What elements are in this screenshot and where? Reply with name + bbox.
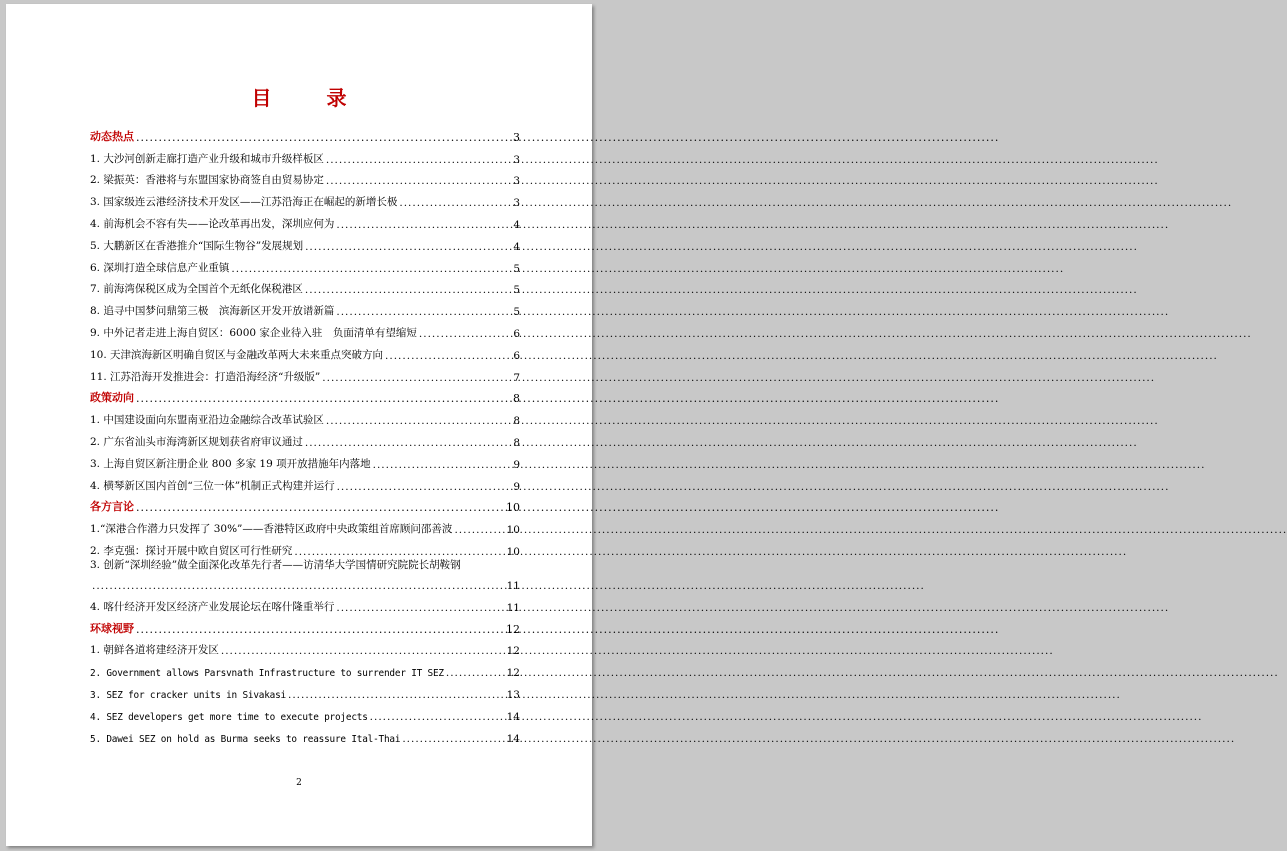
dot-leader bbox=[303, 241, 511, 253]
toc-entry-page-number: 5 bbox=[513, 284, 520, 297]
toc-entry-label: 9. 中外记者走进上海自贸区：6000 家企业待入驻 负面清单有望缩短 bbox=[90, 326, 417, 339]
toc-entry[interactable] bbox=[90, 362, 520, 384]
toc-entry-page-number: 14 bbox=[506, 732, 520, 745]
toc-entry-page-number: 3 bbox=[513, 153, 520, 166]
toc-entry-label: 4. SEZ developers get more time to execute projects bbox=[90, 711, 368, 723]
dot-leader bbox=[303, 284, 511, 296]
toc-entry[interactable] bbox=[90, 514, 520, 536]
toc-entry-page-number: 3 bbox=[513, 197, 520, 210]
toc-entry-label: 2. 广东省汕头市海湾新区规划获省府审议通过 bbox=[90, 435, 303, 448]
toc-entry-page-number: 8 bbox=[513, 415, 520, 428]
toc-section-heading-label: 各方言论 bbox=[90, 500, 134, 514]
toc-entry[interactable] bbox=[90, 449, 520, 471]
toc-entry-page-number: 3 bbox=[513, 175, 520, 188]
toc-entry-label: 10. 天津滨海新区明确自贸区与金融改革两大未来重点突破方向 bbox=[90, 348, 384, 361]
dot-leader bbox=[134, 501, 504, 514]
dot-leader bbox=[335, 481, 512, 493]
toc-entry[interactable] bbox=[90, 340, 520, 362]
toc-entry-continuation-page-number: 11 bbox=[506, 579, 520, 592]
dot-leader bbox=[417, 328, 511, 340]
dot-leader bbox=[397, 197, 511, 209]
toc-section-heading[interactable] bbox=[90, 493, 520, 515]
dot-leader bbox=[400, 733, 504, 745]
toc-entry-label: 4. 前海机会不容有失——论改革再出发，深圳应何为 bbox=[90, 217, 335, 230]
toc-entry-page-number: 5 bbox=[513, 306, 520, 319]
toc-section-heading[interactable] bbox=[90, 614, 520, 636]
toc-entry-page-number: 6 bbox=[513, 349, 520, 362]
toc-entry-continuation[interactable] bbox=[90, 572, 520, 592]
toc-entry[interactable] bbox=[90, 471, 520, 493]
toc-section-heading-label: 政策动向 bbox=[90, 391, 134, 405]
toc-entry[interactable] bbox=[90, 144, 520, 166]
toc-entry-page-number: 11 bbox=[506, 601, 520, 614]
toc-entry-page-number: 12 bbox=[506, 645, 520, 658]
dot-leader bbox=[324, 154, 511, 166]
dot-leader bbox=[286, 689, 505, 701]
toc-entry-label: 5. 大鹏新区在香港推介“国际生物谷”发展规划 bbox=[90, 239, 304, 252]
toc-entry-label: 2. 梁振英：香港将与东盟国家协商签自由贸易协定 bbox=[90, 174, 324, 187]
toc-entry-page-number: 6 bbox=[513, 327, 520, 340]
toc-entry[interactable] bbox=[90, 558, 520, 572]
toc-entry-label: 4. 横琴新区国内首创“三位一体”机制正式构建并运行 bbox=[90, 479, 335, 492]
dot-leader bbox=[334, 602, 504, 614]
toc-entry[interactable] bbox=[90, 253, 520, 275]
toc-entry-page-number: 5 bbox=[513, 262, 520, 275]
toc-section-heading[interactable] bbox=[90, 384, 520, 406]
toc-entry-label: 3. 上海自贸区新注册企业 800 多家 19 项开放措施年内落地 bbox=[90, 457, 371, 470]
dot-leader bbox=[452, 524, 504, 536]
toc-entry[interactable] bbox=[90, 405, 520, 427]
toc-entry-page-number: 9 bbox=[513, 480, 520, 493]
dot-leader bbox=[324, 175, 511, 187]
toc-entry-label: 2. Government allows Parsvnath Infrastructure to surrender IT SEZ bbox=[90, 668, 444, 680]
toc-entry[interactable] bbox=[90, 657, 520, 679]
dot-leader bbox=[219, 645, 505, 657]
toc-section-heading-page-number: 10 bbox=[506, 501, 520, 515]
toc-entry-page-number: 4 bbox=[513, 218, 520, 231]
toc-entry[interactable] bbox=[90, 318, 520, 340]
toc-entry-page-number: 9 bbox=[513, 458, 520, 471]
dot-leader bbox=[368, 711, 505, 723]
toc-section-heading-page-number: 12 bbox=[506, 622, 520, 636]
toc-entry-page-number: 7 bbox=[513, 371, 520, 384]
toc-entry[interactable] bbox=[90, 231, 520, 253]
toc-entry[interactable] bbox=[90, 275, 520, 297]
toc-section-heading-page-number: 8 bbox=[513, 392, 520, 406]
page-title: 目 录 bbox=[251, 86, 371, 110]
toc-entry[interactable] bbox=[90, 723, 520, 745]
dot-leader bbox=[320, 372, 511, 384]
toc-entry-label: 3. 创新“深圳经验”做全面深化改革先行者——访清华大学国情研究院院长胡鞍钢 bbox=[90, 558, 461, 571]
toc-entry-page-number: 8 bbox=[513, 436, 520, 449]
toc-entry-page-number: 10 bbox=[506, 545, 520, 558]
dot-leader bbox=[90, 580, 505, 592]
dot-leader bbox=[334, 219, 511, 231]
toc-entry[interactable] bbox=[90, 427, 520, 449]
toc-entry-label: 6. 深圳打造全球信息产业重镇 bbox=[90, 261, 230, 274]
dot-leader bbox=[371, 459, 512, 471]
toc-entry-label: 5. Dawei SEZ on hold as Burma seeks to reassure Ital-Thai bbox=[90, 733, 401, 745]
toc-entry-label: 1. 中国建设面向东盟南亚沿边金融综合改革试验区 bbox=[90, 414, 324, 427]
toc-entry-label: 1. 大沙河创新走廊打造产业升级和城市升级样板区 bbox=[90, 152, 324, 165]
page-number: 2 bbox=[296, 778, 302, 788]
toc-entry-label: 1.“深港合作潜力只发挥了 30%”——香港特区政府中央政策组首席顾问邵善波 bbox=[90, 523, 453, 536]
toc-section-heading-page-number: 3 bbox=[513, 130, 520, 144]
toc-entry-page-number: 12 bbox=[506, 667, 520, 680]
toc-entry[interactable] bbox=[90, 701, 520, 723]
dot-leader bbox=[229, 263, 511, 275]
toc-entry-page-number: 4 bbox=[513, 240, 520, 253]
toc-entry[interactable] bbox=[90, 296, 520, 318]
toc-section-heading-label: 动态热点 bbox=[90, 129, 134, 143]
toc-entry-label: 3. 国家级连云港经济技术开发区——江苏沿海正在崛起的新增长极 bbox=[90, 196, 398, 209]
toc-entry-page-number: 13 bbox=[506, 688, 520, 701]
dot-leader bbox=[134, 623, 504, 636]
dot-leader bbox=[383, 350, 511, 362]
toc-entry-label: 11. 江苏沿海开发推进会：打造沿海经济“升级版” bbox=[90, 370, 321, 383]
toc-entry-page-number: 10 bbox=[506, 524, 520, 537]
toc-entry-page-number: 14 bbox=[506, 710, 520, 723]
toc-entry-label: 4. 喀什经济开发区经济产业发展论坛在喀什隆重举行 bbox=[90, 600, 335, 613]
toc-entry-label: 7. 前海湾保税区成为全国首个无纸化保税港区 bbox=[90, 283, 303, 296]
dot-leader bbox=[444, 667, 505, 679]
dot-leader bbox=[334, 306, 511, 318]
toc-entry-label: 3. SEZ for cracker units in Sivakasi bbox=[90, 689, 286, 701]
document-page bbox=[6, 4, 592, 846]
toc-entry-label: 1. 朝鲜各道将建经济开发区 bbox=[90, 644, 219, 657]
toc-entry[interactable] bbox=[90, 679, 520, 701]
toc-entry[interactable] bbox=[90, 636, 520, 658]
dot-leader bbox=[134, 392, 511, 405]
toc-entry[interactable] bbox=[90, 592, 520, 614]
toc-entry[interactable] bbox=[90, 166, 520, 188]
toc-entry-label: 2. 李克强：探讨开展中欧自贸区可行性研究 bbox=[90, 544, 293, 557]
toc-section-heading[interactable] bbox=[90, 122, 520, 144]
dot-leader bbox=[324, 415, 511, 427]
toc-entry[interactable] bbox=[90, 209, 520, 231]
table-of-contents bbox=[90, 122, 520, 745]
dot-leader bbox=[134, 131, 511, 144]
toc-entry-label: 8. 追寻中国梦问鼎第三极 滨海新区开发开放谱新篇 bbox=[90, 305, 335, 318]
dot-leader bbox=[303, 437, 511, 449]
toc-section-heading-label: 环球视野 bbox=[90, 621, 134, 635]
toc-entry[interactable] bbox=[90, 536, 520, 558]
toc-entry[interactable] bbox=[90, 187, 520, 209]
